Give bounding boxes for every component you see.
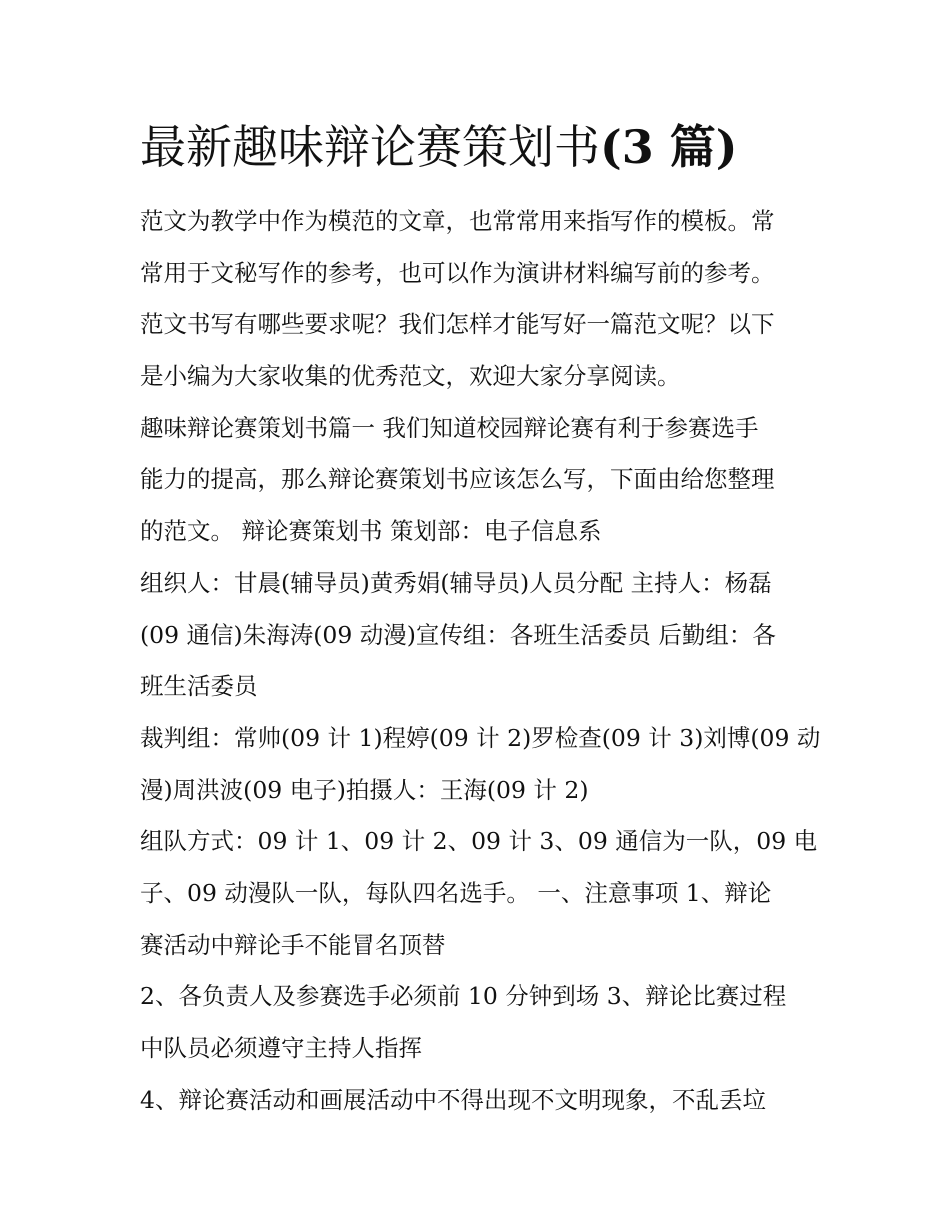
text-line: 组队方式：09 计 1、09 计 2、09 计 3、09 通信为一队，09 电 bbox=[140, 827, 818, 856]
text-line: 中队员必须遵守主持人指挥 bbox=[140, 1034, 422, 1062]
text-line: 漫)周洪波(09 电子)拍摄人：王海(09 计 2) bbox=[140, 775, 589, 804]
title-main: 最新趣味辩论赛策划书 bbox=[140, 120, 600, 174]
text-line: 范文为教学中作为模范的文章，也常常用来指写作的模板。常 bbox=[140, 207, 775, 235]
document-body bbox=[140, 196, 821, 1126]
text-line: 范文书写有哪些要求呢？我们怎样才能写好一篇范文呢？以下 bbox=[140, 310, 775, 339]
document-title bbox=[140, 112, 738, 182]
text-line: 班生活委员 bbox=[140, 672, 258, 701]
text-line: (09 通信)朱海涛(09 动漫)宣传组：各班生活委员 后勤组：各 bbox=[140, 620, 776, 649]
text-line: 是小编为大家收集的优秀范文，欢迎大家分享阅读。 bbox=[140, 362, 681, 391]
text-line: 裁判组：常帅(09 计 1)程婷(09 计 2)罗检查(09 计 3)刘博(09 动 bbox=[140, 723, 821, 752]
text-line: 组织人：甘晨(辅导员)黄秀娟(辅导员)人员分配 主持人：杨磊 bbox=[140, 568, 772, 597]
text-line: 能力的提高，那么辩论赛策划书应该怎么写，下面由给您整理 bbox=[140, 465, 775, 494]
text-line: 常用于文秘写作的参考，也可以作为演讲材料编写前的参考。 bbox=[140, 258, 775, 287]
text-line: 的范文。 辩论赛策划书 策划部：电子信息系 bbox=[140, 517, 602, 546]
title-suffix: (3 篇) bbox=[600, 120, 738, 174]
text-line: 趣味辩论赛策划书篇一 我们知道校园辩论赛有利于参赛选手 bbox=[140, 413, 759, 442]
text-line: 赛活动中辩论手不能冒名顶替 bbox=[140, 930, 446, 959]
text-line: 4、辩论赛活动和画展活动中不得出现不文明现象，不乱丢垃 bbox=[140, 1085, 766, 1114]
text-line: 2、各负责人及参赛选手必须前 10 分钟到场 3、辩论比赛过程 bbox=[140, 982, 787, 1011]
text-line: 子、09 动漫队一队，每队四名选手。 一、注意事项 1、辩论 bbox=[140, 878, 772, 907]
